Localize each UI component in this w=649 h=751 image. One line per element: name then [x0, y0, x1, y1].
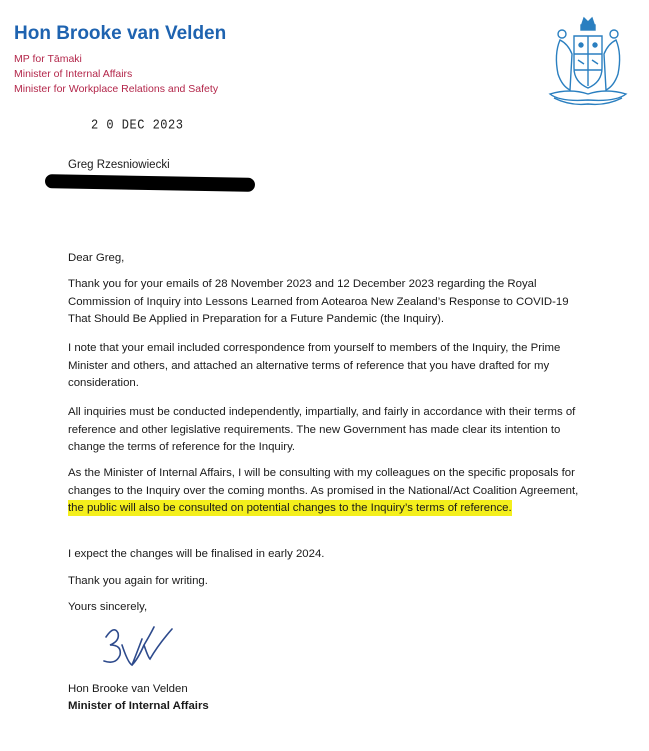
- letter-date: 2 0 DEC 2023: [91, 116, 184, 134]
- paragraph-4: [68, 465, 588, 518]
- letterhead-name: Hon Brooke van Velden: [14, 23, 227, 44]
- paragraph-2: I note that your email included correspondence from yourself to members of the Inquiry, the Prime Minister and others, and attached an alternative terms of reference that you have drafted for my consideration.: [68, 342, 561, 389]
- handwritten-signature: [92, 615, 212, 675]
- paragraph-4-text: As the Minister of Internal Affairs, I will be consulting with my colleagues on the specific proposals for changes to the Inquiry over the coming months. As promised in the National/Act Coalition Agreement,: [68, 467, 579, 497]
- signature-title: Minister of Internal Affairs: [68, 700, 209, 712]
- letterhead-role-internal-affairs: Minister of Internal Affairs: [14, 68, 133, 80]
- recipient-name: Greg Rzesniowiecki: [68, 159, 170, 171]
- paragraph-1: Thank you for your emails of 28 November 2023 and 12 December 2023 regarding the Royal Commission of Inquiry into Lessons Learned from Aotearoa New Zealand’s Response to COVID-19 That Should Be Applied in Preparation for a Future Pandemic (the Inquiry).: [68, 278, 569, 325]
- salutation: Dear Greg,: [68, 252, 125, 264]
- nz-coat-of-arms-icon: [540, 14, 636, 110]
- paragraph-6: Thank you again for writing.: [68, 575, 208, 587]
- redacted-address: [45, 174, 255, 192]
- signature-name: Hon Brooke van Velden: [68, 683, 188, 695]
- signoff: Yours sincerely,: [68, 601, 148, 613]
- letterhead-role-workplace: Minister for Workplace Relations and Safety: [14, 83, 219, 95]
- letterhead-role-electorate: MP for Tāmaki: [14, 53, 82, 65]
- paragraph-5: I expect the changes will be finalised in early 2024.: [68, 548, 325, 560]
- paragraph-3: All inquiries must be conducted independently, impartially, and fairly in accordance with their terms of reference and other legislative requirements. The new Government has made clear its intention to change the terms of reference for the Inquiry.: [68, 406, 576, 453]
- highlighted-text: the public will also be consulted on potential changes to the Inquiry’s terms of reference.: [68, 502, 512, 514]
